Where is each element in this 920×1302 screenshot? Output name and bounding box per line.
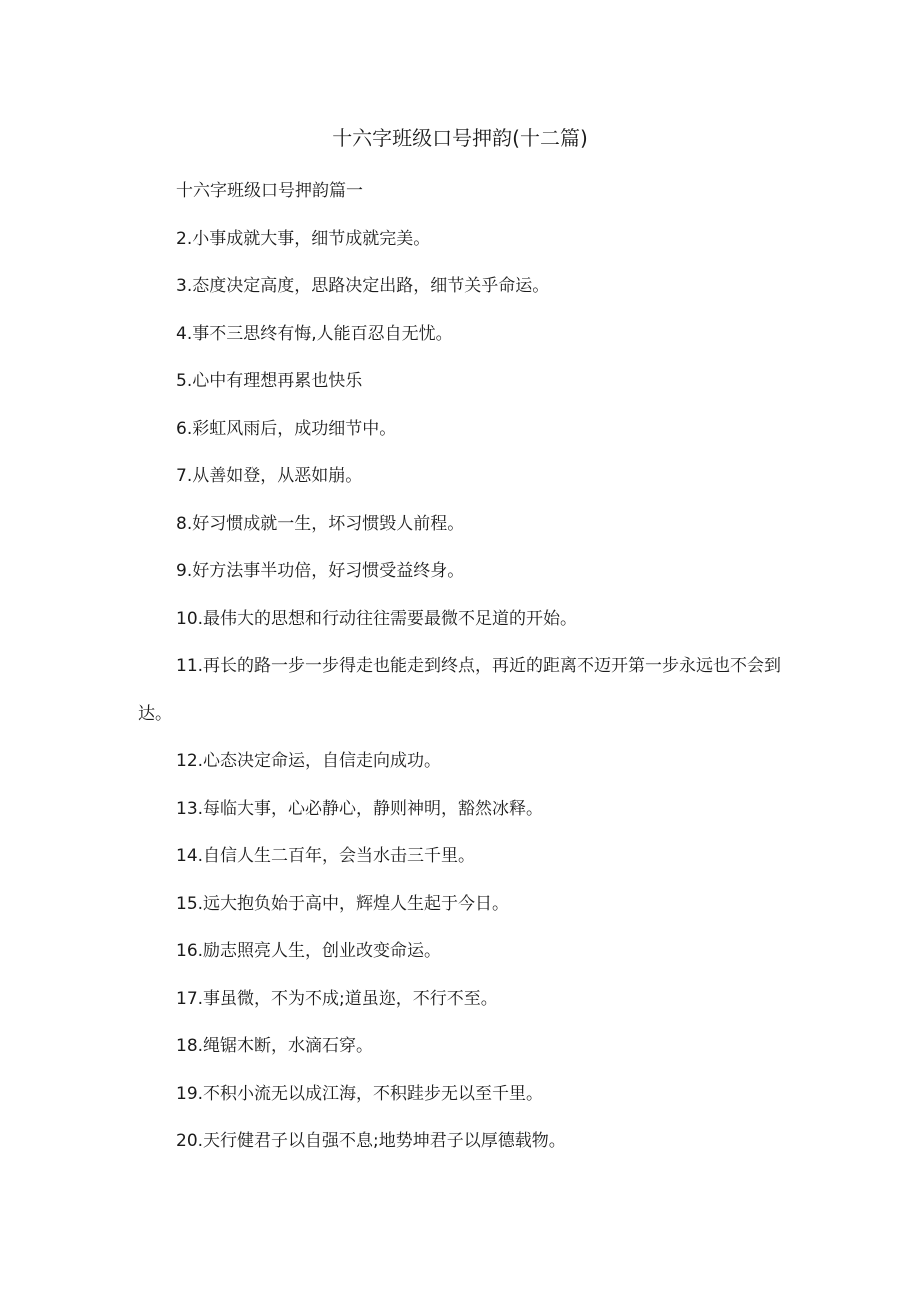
slogan-item: 15.远大抱负始于高中，辉煌人生起于今日。 bbox=[176, 893, 510, 914]
slogan-item: 4.事不三思终有悔,人能百忍自无忧。 bbox=[176, 323, 453, 344]
slogan-item: 10.最伟大的思想和行动往往需要最微不足道的开始。 bbox=[176, 608, 578, 629]
slogan-item: 13.每临大事，心必静心，静则神明，豁然冰释。 bbox=[176, 798, 544, 819]
section-heading: 十六字班级口号押韵篇一 bbox=[176, 181, 363, 201]
slogan-item: 16.励志照亮人生，创业改变命运。 bbox=[176, 941, 442, 961]
slogan-item: 5.心中有理想再累也快乐 bbox=[176, 371, 363, 391]
document-title: 十六字班级口号押韵(十二篇) bbox=[332, 126, 588, 150]
slogan-item: 14.自信人生二百年，会当水击三千里。 bbox=[176, 846, 476, 866]
slogan-item: 8.好习惯成就一生，坏习惯毁人前程。 bbox=[176, 513, 465, 534]
slogan-item: 19.不积小流无以成江海，不积跬步无以至千里。 bbox=[176, 1083, 544, 1104]
slogan-item: 9.好方法事半功倍，好习惯受益终身。 bbox=[176, 561, 465, 581]
slogan-item: 7.从善如登，从恶如崩。 bbox=[176, 466, 363, 486]
slogan-item: 17.事虽微，不为不成;道虽迩，不行不至。 bbox=[176, 988, 498, 1009]
document-body bbox=[138, 168, 788, 1166]
slogan-item: 2.小事成就大事，细节成就完美。 bbox=[176, 228, 431, 249]
slogan-item: 20.天行健君子以自强不息;地势坤君子以厚德载物。 bbox=[176, 1131, 566, 1151]
slogan-item: 12.心态决定命运，自信走向成功。 bbox=[176, 751, 442, 771]
slogan-item: 3.态度决定高度，思路决定出路，细节关乎命运。 bbox=[176, 276, 550, 296]
slogan-item: 18.绳锯木断，水滴石穿。 bbox=[176, 1036, 374, 1056]
slogan-item: 6.彩虹风雨后，成功细节中。 bbox=[176, 418, 397, 439]
slogan-item: 11.再长的路一步一步得走也能走到终点，再近的距离不迈开第一步永远也不会到达。 bbox=[138, 656, 782, 724]
